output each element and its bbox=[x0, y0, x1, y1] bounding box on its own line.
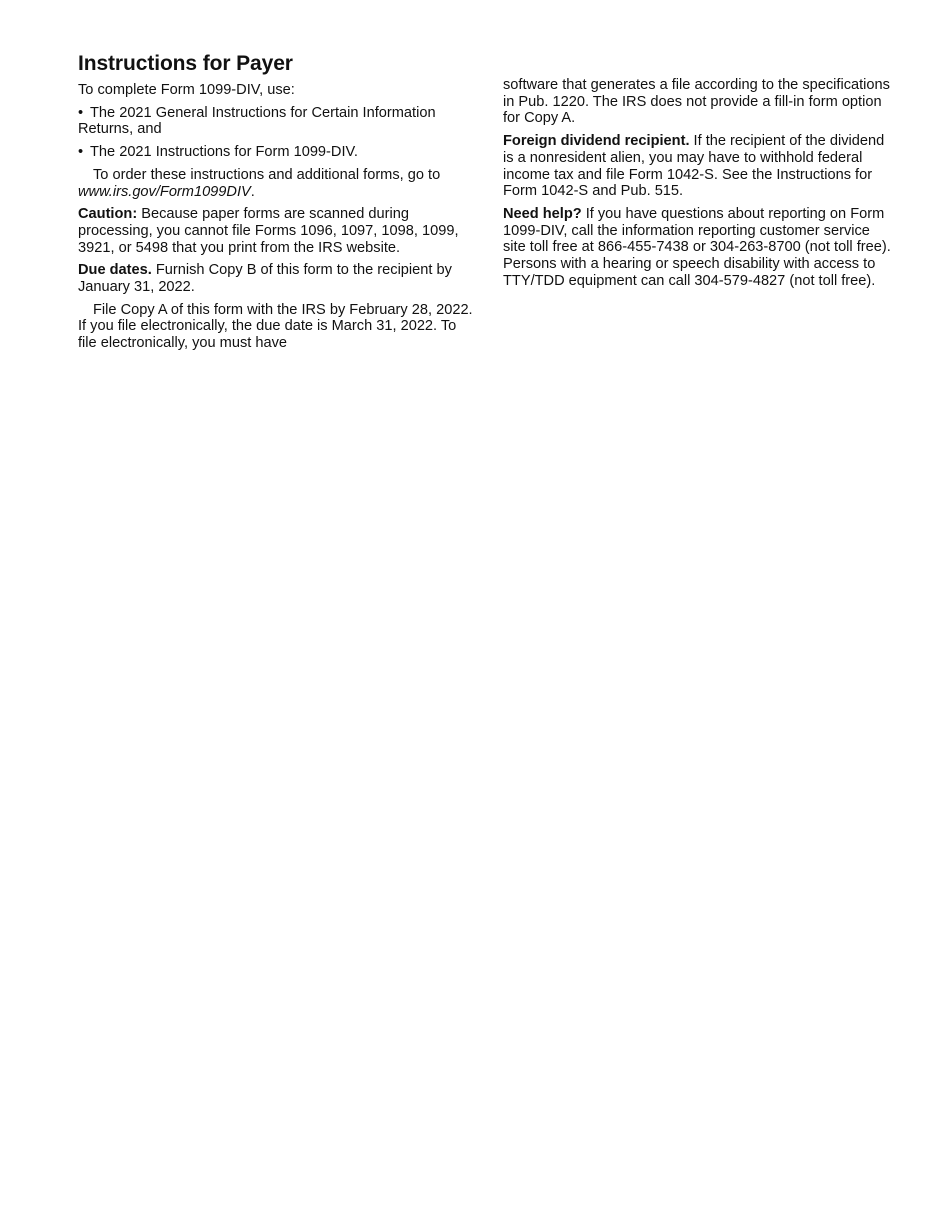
need-help-label: Need help? bbox=[503, 205, 582, 222]
caution-paragraph bbox=[78, 206, 473, 256]
left-column bbox=[78, 82, 473, 358]
order-paragraph bbox=[78, 167, 473, 200]
need-help-paragraph bbox=[503, 206, 895, 290]
bullet-text: The 2021 Instructions for Form 1099-DIV. bbox=[90, 144, 358, 161]
right-column bbox=[503, 77, 895, 295]
page-title: Instructions for Payer bbox=[78, 52, 293, 75]
foreign-recipient-label: Foreign dividend recipient. bbox=[503, 133, 690, 150]
foreign-recipient-paragraph bbox=[503, 133, 895, 200]
order-text: To order these instructions and additional forms, go to bbox=[93, 166, 441, 183]
bullet-item bbox=[78, 144, 473, 161]
due-dates-paragraph bbox=[78, 262, 473, 295]
file-copy-paragraph: File Copy A of this form with the IRS by February 28, 2022. If you file electronically, the due date is March 31, 2022. To file electronically, you must have bbox=[78, 301, 473, 352]
bullet-icon: • bbox=[78, 144, 84, 161]
intro-paragraph: To complete Form 1099-DIV, use: bbox=[78, 82, 295, 98]
due-dates-label: Due dates. bbox=[78, 262, 152, 279]
order-end: . bbox=[250, 183, 255, 200]
software-paragraph: software that generates a file according to the specifications in Pub. 1220. The IRS does not provide a fill-in form option for Copy A. bbox=[503, 77, 890, 127]
need-help-text: If you have questions about reporting on Form 1099-DIV, call the information reporting customer service site toll free at 866-455-7438 or 304-263-8700 (not toll free). Persons with a hearing or speech disability with access to TTY/TDD equipment can call 304-579-4827 (not toll free). bbox=[503, 205, 891, 289]
caution-text: Because paper forms are scanned during processing, you cannot file Forms 1096, 1097, 1098, 1099, 3921, or 5498 that you print from the IRS website. bbox=[78, 206, 459, 256]
bullet-item bbox=[78, 105, 473, 138]
bullet-icon: • bbox=[78, 104, 84, 121]
caution-label: Caution: bbox=[78, 206, 138, 223]
foreign-recipient-text: If the recipient of the dividend is a nonresident alien, you may have to withhold federal income tax and file Form 1042-S. See the Instructions for Form 1042-S and Pub. 515. bbox=[503, 133, 885, 200]
irs-form-link[interactable]: www.irs.gov/Form1099DIV bbox=[78, 183, 251, 200]
due-dates-text: Furnish Copy B of this form to the recipient by January 31, 2022. bbox=[78, 262, 452, 296]
bullet-text: The 2021 General Instructions for Certain Information Returns, and bbox=[78, 104, 436, 138]
